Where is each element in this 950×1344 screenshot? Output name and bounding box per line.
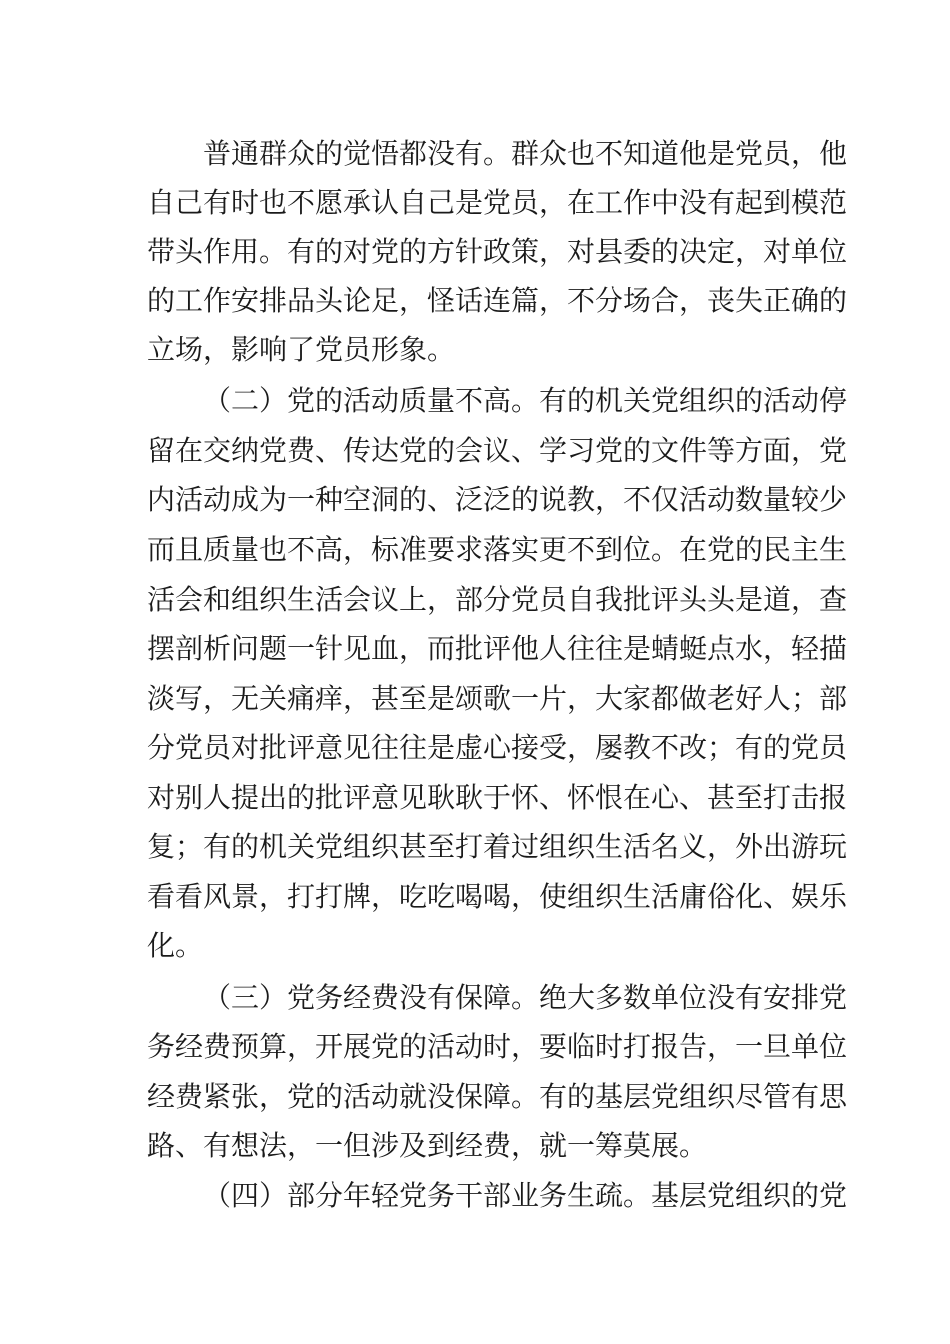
text-line: （二）党的活动质量不高。有的机关党组织的活动停 [203,384,848,417]
text-line: 对别人提出的批评意见耿耿于怀、怀恨在心、甚至打击报 [147,781,848,814]
text-line: 普通群众的觉悟都没有。群众也不知道他是党员，他 [203,137,848,170]
text-line: （四）部分年轻党务干部业务生疏。基层党组织的党 [203,1179,848,1212]
text-line: （三）党务经费没有保障。绝大多数单位没有安排党 [203,981,848,1014]
text-line: 的工作安排品头论足，怪话连篇，不分场合，丧失正确的 [147,284,848,317]
text-line: 淡写，无关痛痒，甚至是颂歌一片，大家都做老好人；部 [147,682,848,715]
text-line: 留在交纳党费、传达党的会议、学习党的文件等方面，党 [147,434,848,467]
text-line: 看看风景，打打牌，吃吃喝喝，使组织生活庸俗化、娱乐 [147,880,848,913]
text-line: 摆剖析问题一针见血，而批评他人往往是蜻蜓点水，轻描 [147,632,848,665]
text-line: 分党员对批评意见往往是虚心接受，屡教不改；有的党员 [147,731,848,764]
text-line: 经费紧张，党的活动就没保障。有的基层党组织尽管有思 [147,1080,848,1113]
text-line: 带头作用。有的对党的方针政策，对县委的决定，对单位 [147,235,848,268]
text-line: 务经费预算，开展党的活动时，要临时打报告，一旦单位 [147,1030,848,1063]
text-line: 立场，影响了党员形象。 [147,333,456,366]
text-line: 路、有想法，一但涉及到经费，就一筹莫展。 [147,1129,708,1162]
text-line: 化。 [147,929,204,962]
text-line: 复；有的机关党组织甚至打着过组织生活名义，外出游玩 [147,830,848,863]
text-line: 自己有时也不愿承认自己是党员，在工作中没有起到模范 [147,186,848,219]
text-line: 活会和组织生活会议上，部分党员自我批评头头是道，查 [147,583,848,616]
text-line: 而且质量也不高，标准要求落实更不到位。在党的民主生 [147,533,848,566]
text-line: 内活动成为一种空洞的、泛泛的说教，不仅活动数量较少 [147,483,848,516]
